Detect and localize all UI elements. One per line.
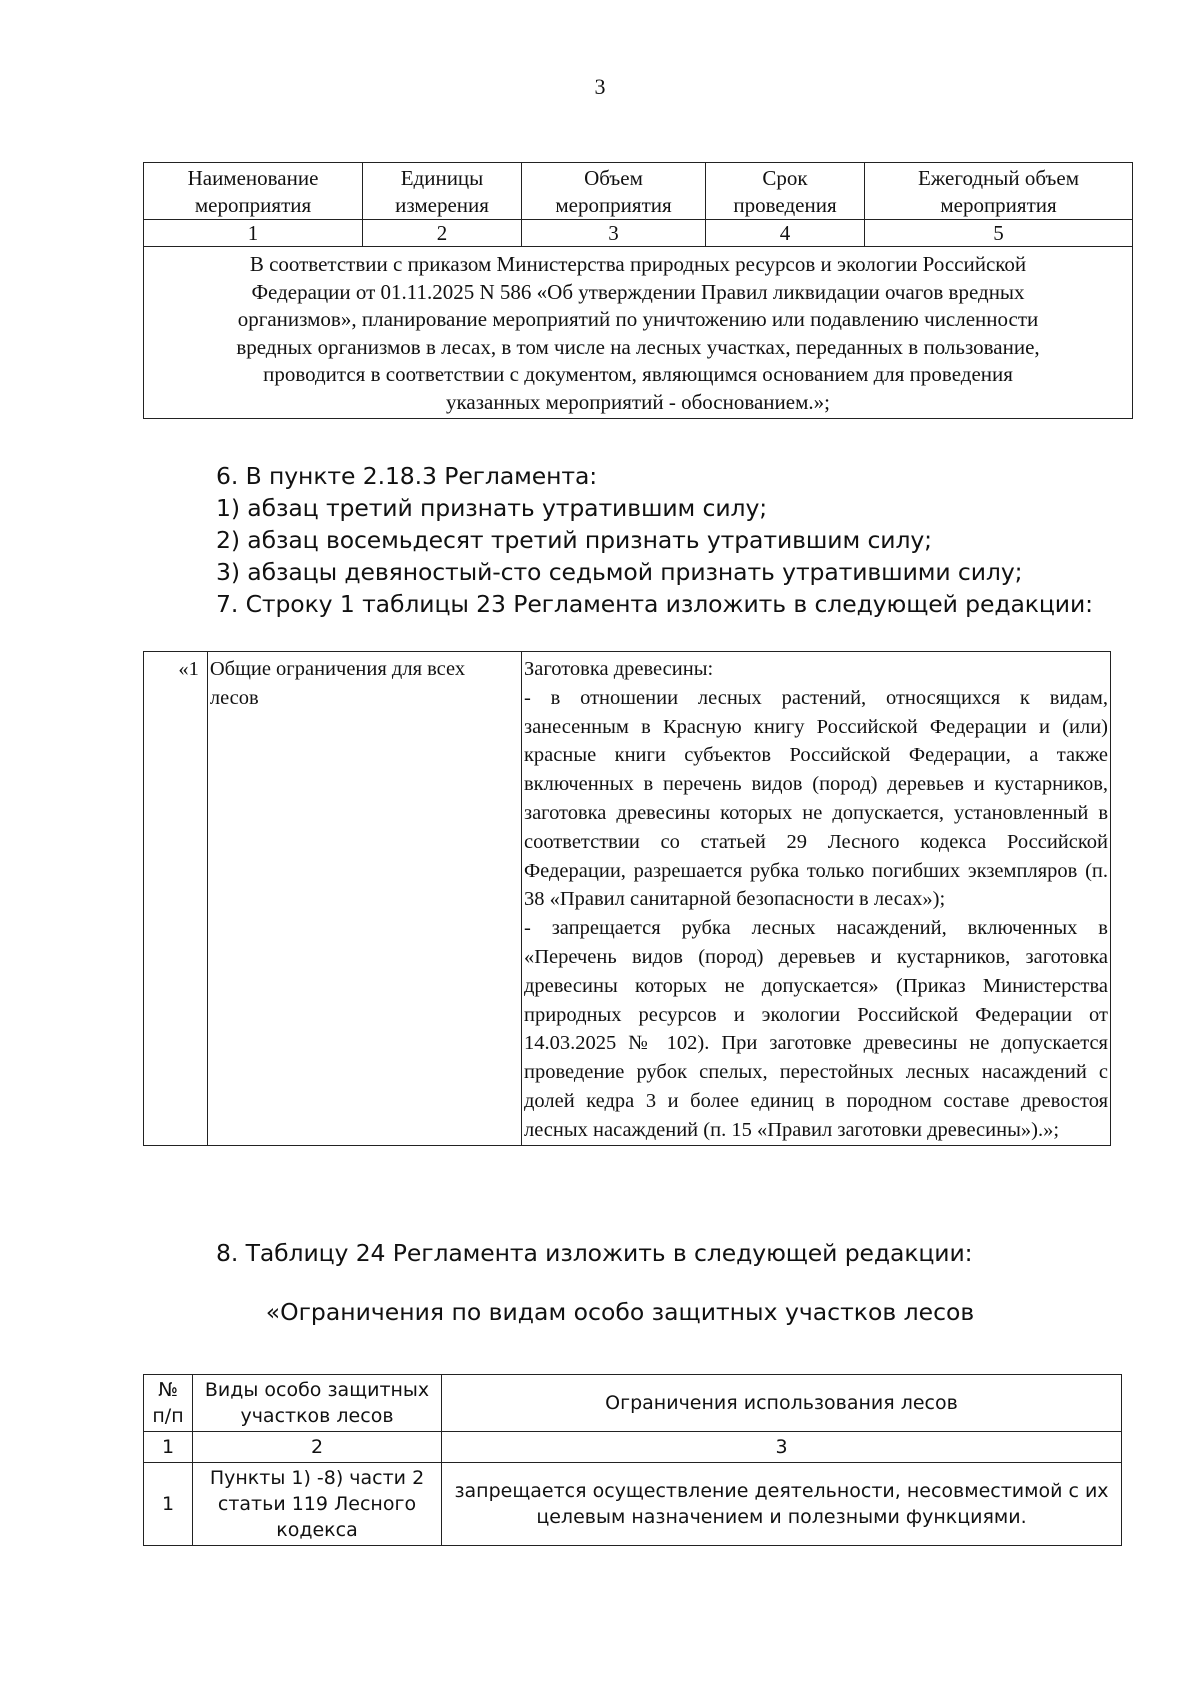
note-cell: [144, 247, 1133, 419]
type-line: кодекса: [276, 1519, 358, 1541]
note-line: В соответствии с приказом Министерства природных ресурсов и экологии Российской: [249, 252, 1027, 276]
note-line: организмов», планирование мероприятий по уничтожению или подавлению численности: [237, 307, 1039, 331]
table-header-row: [144, 163, 1133, 220]
header-cell: Ограничения использования лесов: [442, 1375, 1122, 1432]
header-line: мероприятия: [194, 193, 312, 217]
column-number: 3: [442, 1432, 1122, 1463]
restriction-name: [207, 652, 521, 1146]
header-line: мероприятия: [555, 193, 672, 217]
paragraph-6: 6. В пункте 2.18.3 Регламента:: [216, 462, 598, 490]
header-cell: [144, 1375, 193, 1432]
restriction-line: запрещается осуществление деятельности, несовместимой с их: [454, 1480, 1109, 1502]
paragraph-6-item-2: 2) абзац восемьдесят третий признать утратившим силу;: [216, 526, 932, 554]
column-number-row: [144, 1432, 1122, 1463]
header-cell: [865, 163, 1133, 220]
header-line: Единицы: [400, 166, 484, 190]
column-number: 1: [144, 220, 363, 247]
header-line: Срок: [762, 166, 808, 190]
note-line: указанных мероприятий - обоснованием.»;: [446, 389, 830, 414]
column-number: 1: [144, 1432, 193, 1463]
column-number: 3: [522, 220, 706, 247]
name-line: Общие ограничения для всех: [209, 658, 466, 680]
content-paragraph: Заготовка древесины:: [523, 658, 714, 680]
type-line: статьи 119 Лесного: [217, 1493, 417, 1515]
row-number: 1: [144, 1463, 193, 1546]
page-number: 3: [594, 74, 606, 99]
header-cell: [193, 1375, 442, 1432]
note-line: проводится в соответствии с документом, являющимся основанием для проведения: [263, 362, 1013, 386]
content-paragraph: - в отношении лесных растений, относящихся к видам, занесенным в Красную книгу Российской Федерации и (или) красные книги субъектов Российской Федерации, а также включенных в перечень видов (пород) деревьев и кустарников, заготовка древесины которых не допускается, установленный в соответствии со статьей 29 Лесного кодекса Российской Федерации, разрешается рубка только погибших экземпляров (п. 38 «Правил санитарной безопасности в лесах»);: [523, 686, 1108, 911]
header-line: участков лесов: [240, 1405, 394, 1427]
header-cell: [522, 163, 706, 220]
activities-table: [143, 162, 1133, 419]
paragraph-6-item-3: 3) абзацы девяностый-сто седьмой признать утратившими силу;: [216, 558, 1023, 586]
header-line: п/п: [152, 1405, 184, 1427]
note-line: Федерации от 01.11.2025 N 586 «Об утверждении Правил ликвидации очагов вредных: [251, 279, 1025, 304]
forest-area-type: [193, 1463, 442, 1546]
header-cell: [363, 163, 522, 220]
column-number-row: [144, 220, 1133, 247]
type-line: Пункты 1) -8) части 2: [209, 1467, 425, 1489]
paragraph-7: 7. Строку 1 таблицы 23 Регламента изложить в следующей редакции:: [216, 590, 1093, 618]
restriction-content: [521, 652, 1110, 1146]
header-line: Ежегодный объем: [917, 166, 1080, 190]
header-cell: [706, 163, 865, 220]
table-24: [143, 1374, 1122, 1546]
usage-restriction: [442, 1463, 1122, 1546]
header-line: Объем: [584, 166, 643, 190]
table-row: [144, 1463, 1122, 1546]
column-number: 4: [706, 220, 865, 247]
header-line: Виды особо защитных: [204, 1379, 430, 1401]
column-number: 5: [865, 220, 1133, 247]
column-number: 2: [363, 220, 522, 247]
row-number: «1: [144, 652, 208, 1146]
table-header-row: [144, 1375, 1122, 1432]
note-line: вредных организмов в лесах, в том числе на лесных участках, переданных в пользование,: [236, 334, 1040, 359]
table-23-row-1: [143, 651, 1111, 1146]
paragraph-6-item-1: 1) абзац третий признать утратившим силу;: [216, 494, 768, 522]
paragraph-8: 8. Таблицу 24 Регламента изложить в следующей редакции:: [216, 1239, 973, 1267]
header-line: мероприятия: [940, 193, 1057, 217]
header-line: измерения: [395, 193, 489, 217]
name-line: лесов: [209, 686, 259, 709]
header-cell: [144, 163, 363, 220]
column-number: 2: [193, 1432, 442, 1463]
table-row: [144, 652, 1111, 1146]
header-line: проведения: [733, 193, 837, 217]
note-row: [144, 247, 1133, 419]
header-line: №: [158, 1379, 178, 1401]
header-line: Наименование: [187, 166, 319, 190]
restriction-line: целевым назначением и полезными функциями.: [536, 1506, 1027, 1528]
content-paragraph: - запрещается рубка лесных насаждений, включенных в «Перечень видов (пород) деревьев и кустарников, заготовка древесины которых не допускается» (Приказ Министерства природных ресурсов и экологии Российской Федерации от 14.03.2025 № 102). При заготовке древесины не допускается проведение рубок спелых, перестойных лесных насаждений с долей кедра 3 и более единиц в породном составе древостоя лесных насаждений (п. 15 «Правил заготовки древесины»).»;: [523, 917, 1108, 1141]
table-24-caption: «Ограничения по видам особо защитных участков лесов: [265, 1298, 975, 1326]
